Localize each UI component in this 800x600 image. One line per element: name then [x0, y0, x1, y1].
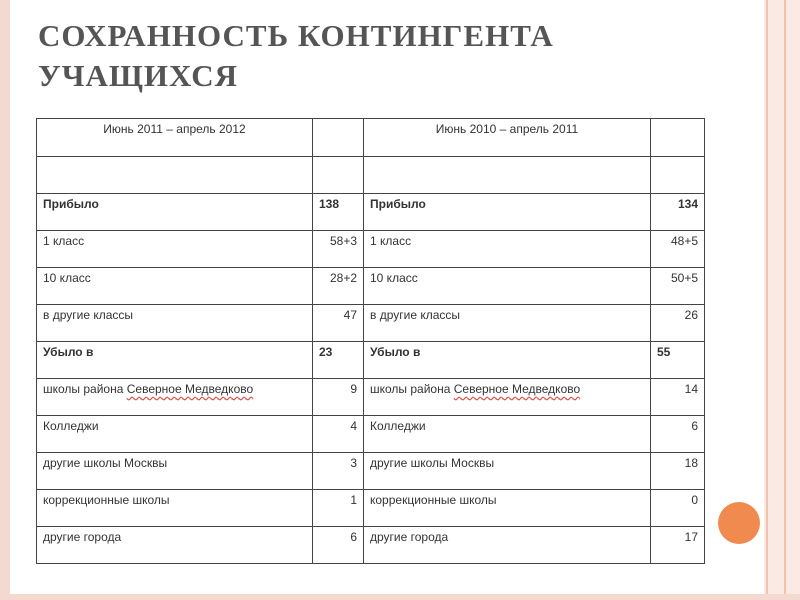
right-value: 14 — [651, 379, 705, 416]
left-label — [37, 379, 313, 416]
left-period-header: Июнь 2011 – апрель 2012 — [37, 119, 313, 157]
empty-cell — [313, 119, 364, 157]
left-value: 6 — [313, 527, 364, 564]
left-value: 9 — [313, 379, 364, 416]
enrollment-table — [36, 118, 705, 564]
table-row — [37, 342, 705, 379]
empty-cell — [37, 157, 313, 194]
empty-cell — [364, 157, 651, 194]
right-label: другие города — [364, 527, 651, 564]
title-line-1: СОХРАННОСТЬ КОНТИНГЕНТА — [38, 18, 554, 53]
left-label: другие города — [37, 527, 313, 564]
district-name: Северное Медведково — [453, 382, 581, 396]
left-value: 1 — [313, 490, 364, 527]
empty-cell — [651, 157, 705, 194]
left-value: 47 — [313, 305, 364, 342]
table-row — [37, 379, 705, 416]
right-value: 6 — [651, 416, 705, 453]
title-line-2: УЧАЩИХСЯ — [38, 58, 239, 93]
empty-cell — [313, 157, 364, 194]
left-label: Прибыло — [37, 194, 313, 231]
table-header-row — [37, 119, 705, 157]
right-label: коррекционные школы — [364, 490, 651, 527]
district-name: Северное Медведково — [126, 382, 254, 396]
left-value: 28+2 — [313, 268, 364, 305]
right-label: в другие классы — [364, 305, 651, 342]
right-period-header: Июнь 2010 – апрель 2011 — [364, 119, 651, 157]
right-label: Убыло в — [364, 342, 651, 379]
left-value: 3 — [313, 453, 364, 490]
table-row — [37, 453, 705, 490]
right-label: Колледжи — [364, 416, 651, 453]
table-row — [37, 490, 705, 527]
left-label: другие школы Москвы — [37, 453, 313, 490]
left-value: 138 — [313, 194, 364, 231]
left-value: 23 — [313, 342, 364, 379]
right-value: 26 — [651, 305, 705, 342]
right-label: 1 класс — [364, 231, 651, 268]
right-value: 55 — [651, 342, 705, 379]
label-prefix: школы района — [43, 382, 127, 396]
left-label: 10 класс — [37, 268, 313, 305]
left-label: коррекционные школы — [37, 490, 313, 527]
right-value: 18 — [651, 453, 705, 490]
frame-right-line — [784, 0, 786, 600]
accent-circle-icon — [718, 502, 760, 544]
frame-right-band — [764, 0, 800, 600]
left-label: в другие классы — [37, 305, 313, 342]
right-label: 10 класс — [364, 268, 651, 305]
right-value: 50+5 — [651, 268, 705, 305]
right-label — [364, 379, 651, 416]
right-value: 0 — [651, 490, 705, 527]
empty-cell — [651, 119, 705, 157]
left-value: 4 — [313, 416, 364, 453]
left-label: Убыло в — [37, 342, 313, 379]
table-row — [37, 231, 705, 268]
left-label: 1 класс — [37, 231, 313, 268]
table-row — [37, 527, 705, 564]
table-row — [37, 305, 705, 342]
page-title — [38, 16, 554, 96]
right-value: 17 — [651, 527, 705, 564]
table-row — [37, 416, 705, 453]
table-row — [37, 268, 705, 305]
right-label: Прибыло — [364, 194, 651, 231]
table-row — [37, 194, 705, 231]
right-value: 134 — [651, 194, 705, 231]
label-prefix: школы района — [370, 382, 454, 396]
left-value: 58+3 — [313, 231, 364, 268]
frame-right-line — [766, 0, 768, 600]
right-value: 48+5 — [651, 231, 705, 268]
table-spacer-row — [37, 157, 705, 194]
frame-left-stripe — [0, 0, 10, 600]
right-label: другие школы Москвы — [364, 453, 651, 490]
frame-bottom-stripe — [0, 594, 800, 600]
left-label: Колледжи — [37, 416, 313, 453]
